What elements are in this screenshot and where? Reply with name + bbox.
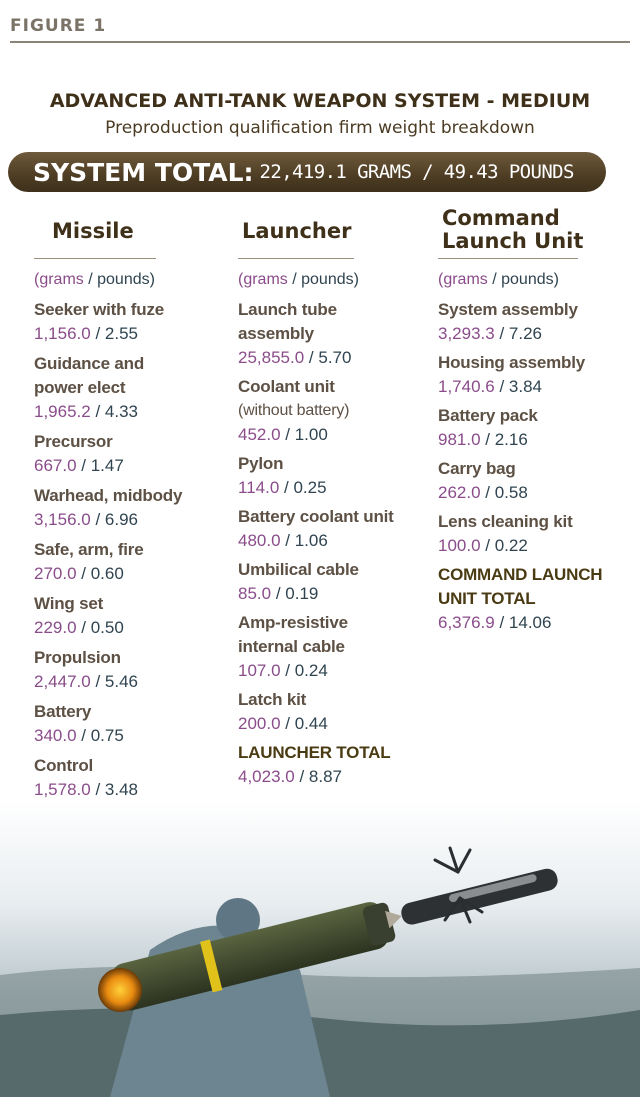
weight-item [238,688,328,736]
value-separator: / [76,564,91,583]
weight-item [438,457,528,505]
value-grams: 1,965.2 [34,402,91,421]
column-heading-line: Missile [52,219,134,243]
item-value [238,346,351,370]
system-total-value: 22,419.1 GRAMS / 49.43 POUNDS [259,161,574,183]
item-sublabel: (without battery) [238,402,350,419]
item-label: Umbilical cable [238,560,359,579]
value-pounds: 2.16 [494,430,528,449]
value-separator: / [480,483,495,502]
weight-item [34,754,138,802]
value-separator: / [280,661,295,680]
units-pounds: pounds) [301,271,359,288]
value-pounds: 0.25 [293,478,327,497]
item-value [238,712,328,736]
item-value [238,765,390,789]
item-label: Amp-resistive [238,613,348,632]
value-pounds: 1.47 [90,456,124,475]
value-grams: 262.0 [438,483,481,502]
value-grams: 340.0 [34,726,77,745]
units-pounds: pounds) [501,271,559,288]
units-label [34,271,155,289]
weight-item [34,430,124,478]
value-separator: / [271,584,286,603]
weight-item [438,298,578,346]
item-label: Warhead, midbody [34,486,183,505]
weight-item [34,592,124,640]
item-value [438,534,573,558]
weight-item [238,611,348,683]
column-heading [242,220,351,243]
value-pounds: 1.00 [294,425,328,444]
item-label: internal cable [238,637,345,656]
value-grams: 480.0 [238,531,281,550]
item-value [438,375,585,399]
value-separator: / [480,430,495,449]
value-separator: / [480,536,495,555]
item-label: Battery pack [438,406,538,425]
weight-item [238,558,359,606]
value-separator: / [90,324,105,343]
item-value [238,582,359,606]
value-pounds: 2.55 [104,324,138,343]
item-value [238,476,327,500]
value-pounds: 0.19 [285,584,319,603]
system-total-banner [8,152,606,192]
units-slash: / [287,271,302,288]
value-pounds: 5.46 [104,672,138,691]
column-heading [442,207,583,253]
value-pounds: 0.22 [494,536,528,555]
value-grams: 107.0 [238,661,281,680]
value-separator: / [494,324,509,343]
column-divider [34,258,156,259]
item-value [34,400,144,424]
value-separator: / [494,377,509,396]
value-pounds: 0.50 [90,618,124,637]
item-value [438,481,528,505]
units-pounds: pounds) [97,271,155,288]
value-separator: / [304,348,319,367]
value-grams: 85.0 [238,584,272,603]
value-pounds: 4.33 [104,402,138,421]
value-grams: 667.0 [34,456,77,475]
value-grams: 452.0 [238,425,281,444]
item-label: Wing set [34,594,104,613]
item-value [34,616,124,640]
value-pounds: 0.44 [294,714,328,733]
item-label: Pylon [238,454,284,473]
item-label: Battery [34,702,92,721]
value-separator: / [90,672,105,691]
weight-item [34,298,164,346]
weight-item [238,452,327,500]
item-label: Housing assembly [438,353,586,372]
value-grams: 229.0 [34,618,77,637]
value-grams: 2,447.0 [34,672,91,691]
item-value [438,611,602,635]
column-divider [438,258,578,259]
item-label: Launch tube [238,300,337,319]
item-label: Lens cleaning kit [438,512,573,531]
javelin-launch-photo [0,800,640,1097]
value-pounds: 3.48 [104,780,138,799]
value-separator: / [280,714,295,733]
item-value [438,322,578,346]
item-label: Carry bag [438,459,516,478]
value-pounds: 7.26 [508,324,542,343]
total-label: COMMAND LAUNCH [438,565,603,584]
weight-item [438,351,585,399]
total-item [438,563,602,635]
item-label: assembly [238,324,314,343]
weight-item [34,646,138,694]
value-grams: 200.0 [238,714,281,733]
weight-item [438,404,538,452]
item-label: System assembly [438,300,578,319]
column-heading [52,220,134,243]
units-slash: / [83,271,98,288]
weight-item [34,538,143,586]
weight-item [34,352,144,424]
item-value [238,529,394,553]
value-grams: 3,293.3 [438,324,495,343]
total-label: UNIT TOTAL [438,589,536,608]
value-separator: / [90,510,105,529]
page-title: ADVANCED ANTI-TANK WEAPON SYSTEM - MEDIUM [49,90,591,112]
system-total-label: SYSTEM TOTAL: [33,157,254,187]
weight-item [34,484,182,532]
value-separator: / [279,478,294,497]
value-pounds: 0.75 [90,726,124,745]
item-label: Control [34,756,94,775]
column-heading-line: Launch Unit [442,229,584,253]
item-value [238,423,349,447]
item-value [34,778,138,802]
value-separator: / [280,531,295,550]
value-grams: 6,376.9 [438,613,495,632]
item-label: power elect [34,378,126,397]
column-heading-line: Command [442,206,560,230]
value-grams: 3,156.0 [34,510,91,529]
item-value [34,562,143,586]
units-slash: / [487,271,502,288]
value-separator: / [76,618,91,637]
value-separator: / [76,456,91,475]
value-separator: / [76,726,91,745]
value-grams: 1,156.0 [34,324,91,343]
figure-label: FIGURE 1 [10,16,107,36]
units-grams: (grams [238,271,288,288]
value-pounds: 0.58 [494,483,528,502]
page-subtitle: Preproduction qualification firm weight breakdown [105,118,535,138]
value-separator: / [280,425,295,444]
item-label: Propulsion [34,648,121,667]
value-pounds: 6.96 [104,510,138,529]
value-separator: / [90,780,105,799]
units-label [238,271,359,289]
value-grams: 25,855.0 [238,348,305,367]
value-grams: 270.0 [34,564,77,583]
item-value [238,659,348,683]
item-label: Coolant unit [238,377,335,396]
value-grams: 981.0 [438,430,481,449]
weight-item [238,505,394,553]
units-grams: (grams [438,271,488,288]
total-label: LAUNCHER TOTAL [238,743,391,762]
total-item [238,741,390,789]
value-pounds: 1.06 [294,531,328,550]
item-value [34,508,182,532]
weight-item [238,298,351,370]
value-pounds: 0.60 [90,564,124,583]
value-pounds: 0.24 [294,661,328,680]
item-value [438,428,538,452]
item-label: Precursor [34,432,113,451]
units-label [438,271,559,289]
value-pounds: 14.06 [508,613,552,632]
item-label: Battery coolant unit [238,507,394,526]
item-value [34,724,124,748]
value-grams: 1,740.6 [438,377,495,396]
weight-item [238,375,349,447]
column-divider [238,258,354,259]
weight-item [438,510,573,558]
item-value [34,322,164,346]
value-grams: 114.0 [238,478,280,497]
value-pounds: 8.87 [308,767,342,786]
item-label: Seeker with fuze [34,300,165,319]
value-grams: 1,578.0 [34,780,91,799]
figure-rule [10,41,630,43]
value-separator: / [90,402,105,421]
units-grams: (grams [34,271,84,288]
item-label: Latch kit [238,690,307,709]
column-heading-line: Launcher [242,219,352,243]
value-pounds: 5.70 [318,348,352,367]
value-pounds: 3.84 [508,377,542,396]
item-value [34,670,138,694]
item-label: Guidance and [34,354,145,373]
item-value [34,454,124,478]
value-grams: 4,023.0 [238,767,295,786]
item-label: Safe, arm, fire [34,540,144,559]
value-grams: 100.0 [438,536,481,555]
weight-item [34,700,124,748]
value-separator: / [494,613,509,632]
value-separator: / [294,767,309,786]
